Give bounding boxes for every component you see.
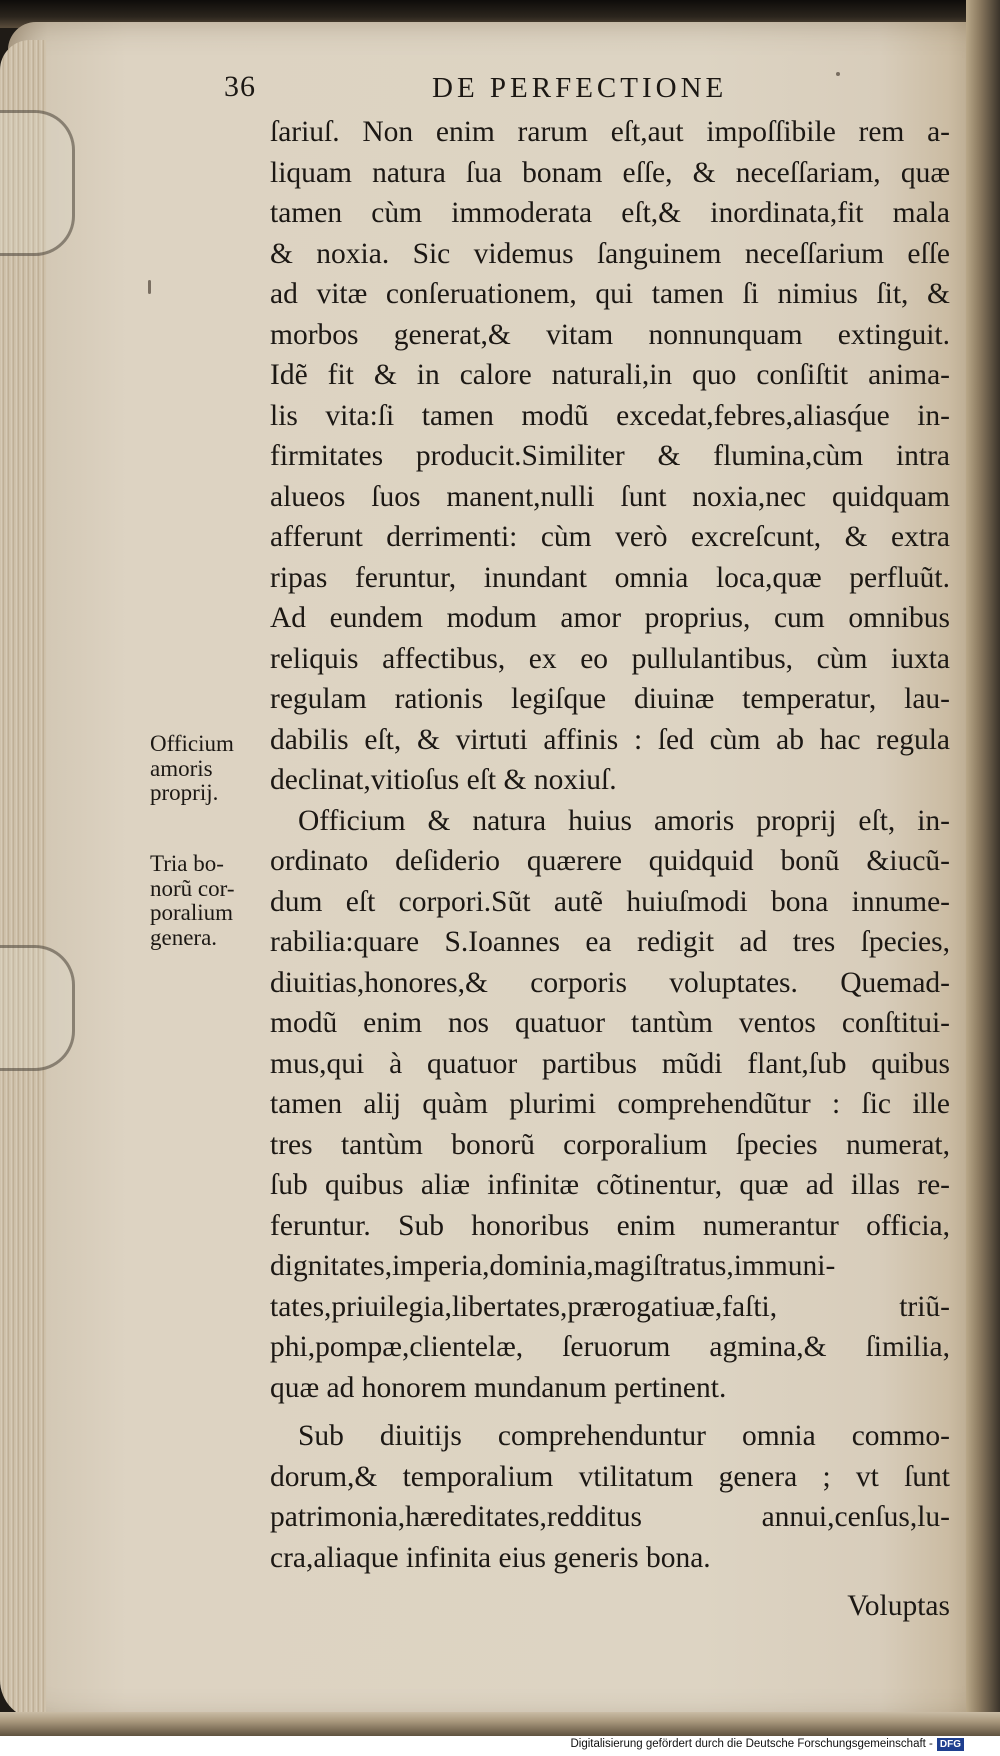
text-line: tamen alij quàm plurimi comprehendũtur : ſic ille [270, 1088, 950, 1120]
margin-note-line: amoris [150, 755, 213, 781]
text-line: liquam natura ſua bonam eſſe, & neceſſariam, quæ [270, 156, 950, 189]
margin-note-tria-bonorum [150, 852, 268, 950]
margin-note-line: proprij. [150, 780, 219, 805]
page-clip-top [0, 110, 75, 256]
page-stack-edge [0, 40, 46, 1720]
margin-note-line: Tria bo- [150, 851, 224, 876]
text-line: lis vita:ſi tamen modũ excedat,febres,aliasq́ue in- [270, 399, 950, 432]
running-title: DE PERFECTIONE [432, 72, 728, 104]
text-line: dum eſt corpori.Sũt autẽ huiuſmodi bona innume- [270, 885, 950, 918]
text-line: quæ ad honorem mundanum pertinent. [270, 1371, 727, 1404]
text-line: phi,pompæ,clientelæ, ſeruorum agmina,& ſimilia, [270, 1331, 950, 1363]
text-line: firmitates producit.Similiter & flumina,cùm intra [270, 440, 950, 472]
text-line: mus,qui à quatuor partibus mũdi flant,ſub quibus [270, 1047, 950, 1080]
text-line: modũ enim nos quatuor tantùm ventos conſtitui- [270, 1007, 950, 1039]
text-line: Ad eundem modum amor proprius, cum omnibus [270, 602, 950, 634]
margin-note-line: norũ cor- [150, 875, 235, 901]
text-line: tres tantùm bonorũ corporalium ſpecies numerat, [270, 1128, 950, 1161]
body-text [270, 112, 950, 1627]
page-number: 36 [224, 70, 256, 103]
text-line: tamen cùm immoderata eſt,& inordinata,fit mala [270, 197, 950, 229]
text-line: feruntur. Sub honoribus enim numerantur officia, [270, 1209, 950, 1242]
book-right-edge [966, 0, 1000, 1756]
text-line: morbos generat,& vitam nonnunquam extinguit. [270, 318, 950, 351]
text-line: regulam rationis legiſque diuinæ temperatur, lau- [270, 683, 950, 715]
text-line: declinat,vitioſus eſt & noxiuſ. [270, 764, 617, 796]
margin-note-line: poralium [150, 900, 234, 925]
text-line: & noxia. Sic videmus ſanguinem neceſſarium eſſe [270, 237, 950, 270]
margin-note-officium [150, 732, 268, 806]
text-line: patrimonia,hæreditates,redditus annui,cenſus,lu- [270, 1501, 950, 1533]
text-line: reliquis affectibus, ex eo pullulantibus, cùm iuxta [270, 642, 950, 675]
text-line: dignitates,imperia,dominia,magiſtratus,immuni- [270, 1250, 836, 1282]
digitization-credit [570, 1738, 964, 1751]
text-line: cra,aliaque infinita eius generis bona. [270, 1541, 711, 1574]
text-line: ſariuſ. Non enim rarum eſt,aut impoſſibile rem a- [270, 116, 950, 148]
text-line: diuitias,honores,& corporis voluptates. Quemad- [270, 966, 950, 999]
text-line: rabilia:quare S.Ioannes ea redigit ad tres ſpecies, [270, 926, 950, 958]
catchword: Voluptas [847, 1590, 950, 1622]
running-header [224, 70, 924, 106]
credit-text: Digitalisierung gefördert durch die Deutsche Forschungsgemeinschaft - [570, 1738, 933, 1750]
text-line: afferunt derrimenti: cùm verò excreſcunt, & extra [270, 521, 950, 553]
book-bottom-edge [0, 1712, 1000, 1736]
text-line: Sub diuitijs comprehenduntur omnia commo- [298, 1420, 950, 1452]
page-clip-middle [0, 945, 75, 1071]
margin-note-line: genera. [150, 924, 218, 950]
ink-speck [148, 280, 151, 294]
dfg-logo: DFG [937, 1738, 964, 1751]
text-line: ripas feruntur, inundant omnia loca,quæ perfluũt. [270, 561, 950, 594]
text-line: Idẽ fit & in calore naturali,in quo conſiſtit anima- [270, 359, 950, 391]
text-line: ad vitæ conſeruationem, qui tamen ſi nimius ſit, & [270, 278, 950, 310]
text-line: Officium & natura huius amoris proprij eſt, in- [298, 804, 950, 837]
text-line: tates,priuilegia,libertates,prærogatiuæ,faſti, triũ- [270, 1290, 950, 1323]
text-line: ſub quibus aliæ infinitæ cõtinentur, quæ ad illas re- [270, 1169, 950, 1201]
text-line: ordinato deſiderio quærere quidquid bonũ &iucũ- [270, 845, 950, 877]
text-line: dorum,& temporalium vtilitatum genera ; vt ſunt [270, 1460, 950, 1493]
text-line: alueos ſuos manent,nulli ſunt noxia,nec quidquam [270, 480, 950, 513]
text-line: dabilis eſt, & virtuti affinis : ſed cùm ab hac regula [270, 723, 950, 756]
margin-note-line: Officium [150, 731, 234, 756]
